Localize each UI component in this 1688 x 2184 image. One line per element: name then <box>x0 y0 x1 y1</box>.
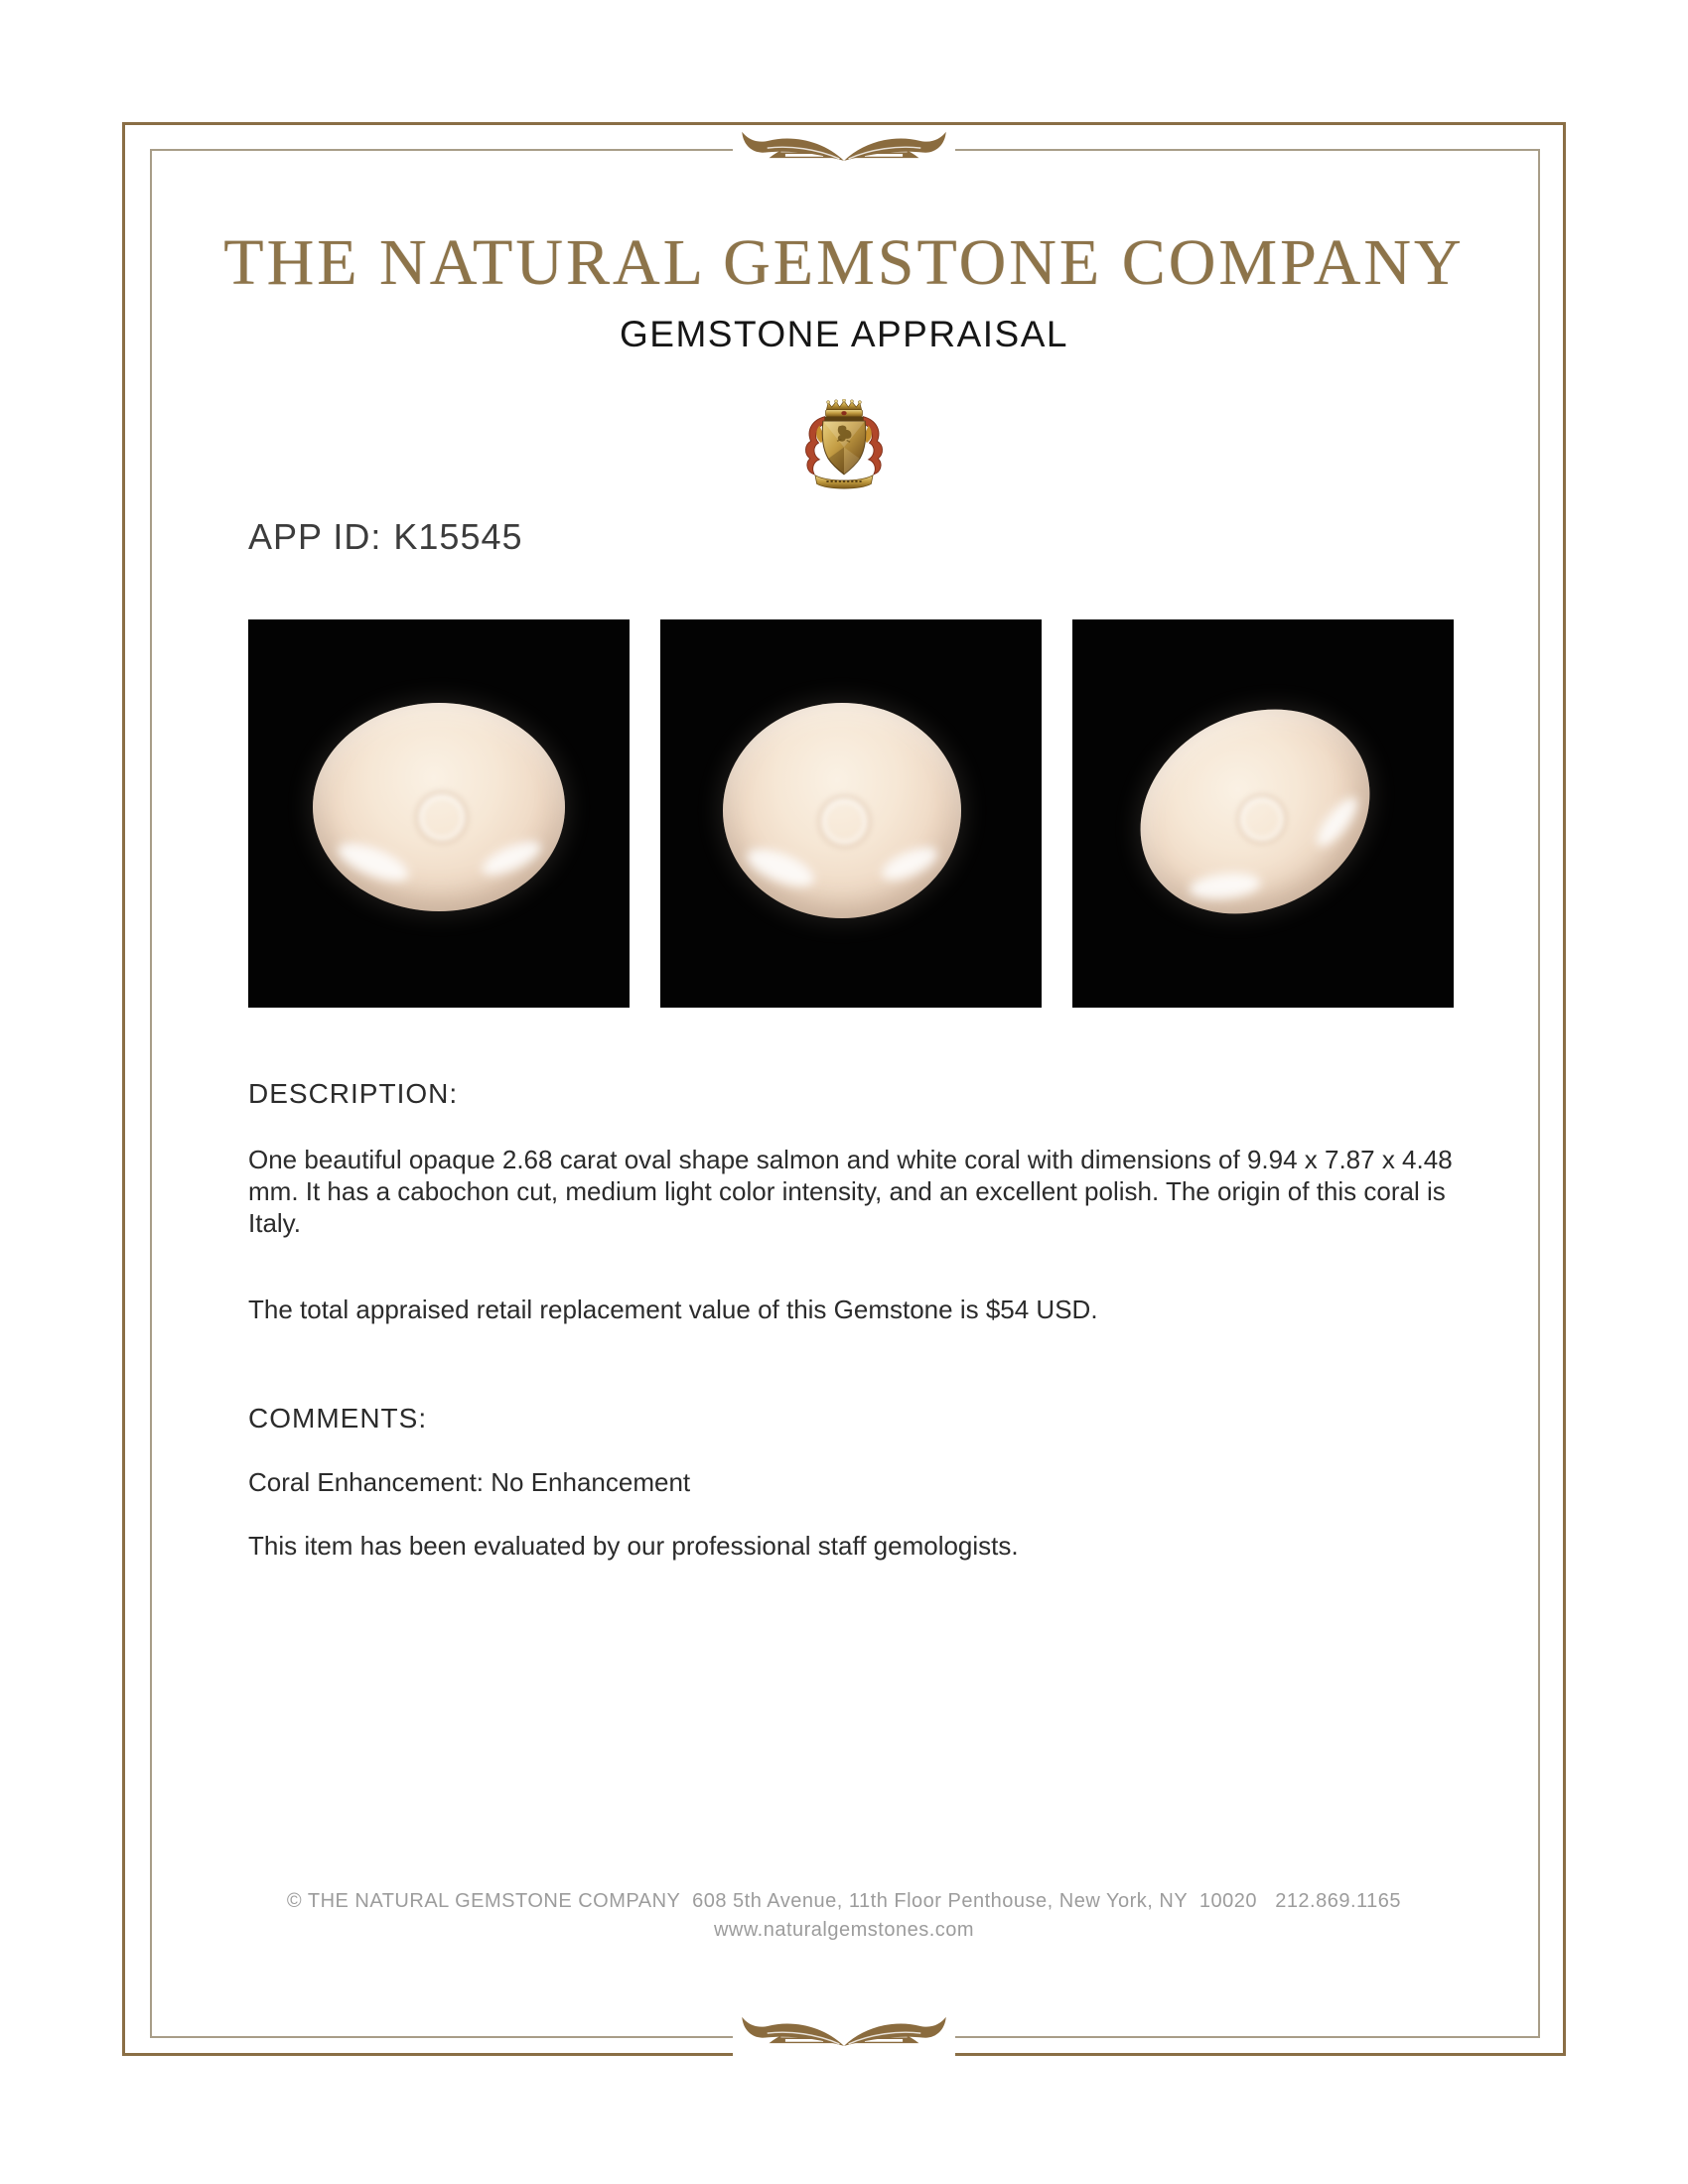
document-type-title: GEMSTONE APPRAISAL <box>620 314 1068 354</box>
enhancement-comment: Coral Enhancement: No Enhancement <box>248 1467 691 1497</box>
description-heading: DESCRIPTION: <box>248 1078 459 1109</box>
company-crest-logo <box>800 399 888 495</box>
comments-heading: COMMENTS: <box>248 1403 428 1433</box>
flourish-ornament-bottom <box>733 2012 955 2056</box>
app-id-value: K15545 <box>393 516 523 557</box>
coral-cabochon-image <box>723 703 961 918</box>
gem-photo-row <box>248 619 1454 1008</box>
app-id-label: APP ID: <box>248 516 382 557</box>
flourish-swirl-icon <box>738 129 950 169</box>
description-paragraph: One beautiful opaque 2.68 carat oval shape salmon and white coral with dimensions of 9.94 x 7.87 x 4.48 mm. It has a cabochon cut, medium light color intensity, and an excellent polish. The origin of this coral is Italy. <box>248 1145 1453 1238</box>
footer-address-line: © THE NATURAL GEMSTONE COMPANY 608 5th Avenue, 11th Floor Penthouse, New York, NY 10020 212.869.1165 <box>286 1890 1402 1912</box>
footer-website: www.naturalgemstones.com <box>713 1919 975 1941</box>
gem-photo-2 <box>660 619 1042 1008</box>
app-id <box>248 517 523 557</box>
appraised-value-statement: The total appraised retail replacement value of this Gemstone is $54 USD. <box>248 1295 1098 1324</box>
flourish-swirl-icon <box>738 2014 950 2054</box>
gem-photo-1 <box>248 619 630 1008</box>
gem-photo-3 <box>1072 619 1454 1008</box>
coral-cabochon-image <box>313 703 565 911</box>
company-name: THE NATURAL GEMSTONE COMPANY <box>223 226 1465 299</box>
flourish-ornament-top <box>733 127 955 171</box>
coral-cabochon-image <box>1104 670 1405 953</box>
evaluation-comment: This item has been evaluated by our professional staff gemologists. <box>248 1531 1019 1561</box>
